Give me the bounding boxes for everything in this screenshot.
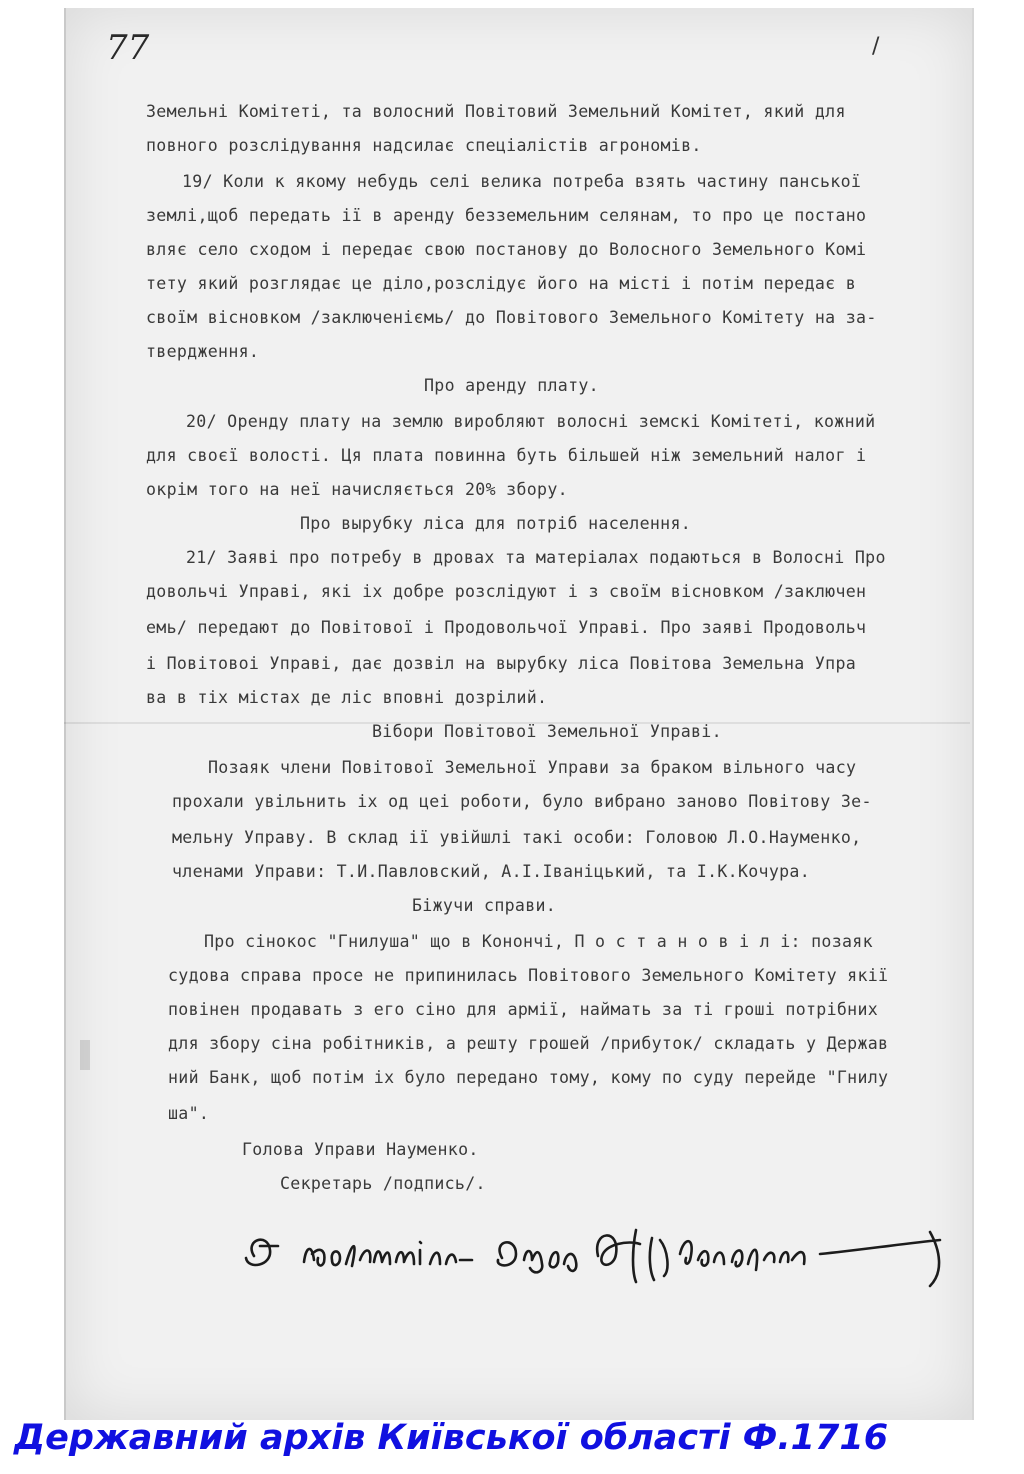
corner-mark: / — [872, 34, 880, 59]
text-line: прохали увільнить іх од цеі роботи, було вибрано заново Повітову Зе- — [172, 792, 872, 811]
chairman-line: Голова Управи Науменко. — [242, 1140, 479, 1159]
text-line: Про сінокос "Гнилуша" що в Конончі, П о с т а н о в і л і: позаяк — [204, 932, 873, 951]
text-line: окрім того на неї начисляється 20% збору. — [146, 480, 568, 499]
text-line: членами Управи: Т.И.Павловский, А.І.Іваніцький, та І.К.Кочура. — [172, 862, 810, 881]
section-heading: Про вырубку ліса для потріб населення. — [300, 514, 692, 533]
text-line: ний Банк, щоб потім іх було передано тому, кому по суду перейде "Гнилу — [168, 1068, 889, 1087]
text-line: Земельні Комітеті, та волосний Повітовий Земельний Комітет, який для — [146, 102, 846, 121]
text-line: судова справа просе не припинилась Повітового Земельного Комітету якії — [168, 966, 889, 985]
text-line: для збору сіна робітників, а решту грошей /прибуток/ складать у Держав — [168, 1034, 889, 1053]
text-line: повінен продавать з его сіно для армії, наймать за ті гроші потрібних — [168, 1000, 879, 1019]
text-line: і Повітовоі Управі, дає дозвіл на вырубку ліса Повітова Земельна Упра — [146, 654, 857, 673]
text-line: довольчі Управі, які іх добре розслідуют і з своїм вісновком /заключен — [146, 582, 867, 601]
text-line: тету який розглядає це діло,розслідує його на місті і потім передає в — [146, 274, 857, 293]
folio-number: 77 — [106, 28, 150, 68]
section-heading: Вібори Повітової Земельної Управі. — [372, 722, 722, 741]
text-line: 19/ Коли к якому небудь селі велика потреба взять частину панської — [182, 172, 862, 191]
text-line: емь/ передают до Повітової і Продовольчої Управі. Про заяві Продовольч — [146, 618, 867, 637]
text-line: для своєї волості. Ця плата повинна буть більшей ніж земельний налог і — [146, 446, 867, 465]
section-heading: Біжучи справи. — [412, 896, 557, 915]
secretary-line: Секретарь /подпись/. — [280, 1174, 486, 1193]
handwritten-signature — [240, 1210, 960, 1300]
text-line: 21/ Заяві про потребу в дровах та матеріалах подаються в Волосні Про — [186, 548, 886, 567]
text-line: вляє село сходом і передає свою постанову до Волосного Земельного Комі — [146, 240, 867, 259]
text-line: повного розслідування надсилає спеціалістів агрономів. — [146, 136, 702, 155]
text-line: ша". — [168, 1104, 210, 1123]
text-line: ва в тіх містах де ліс вповні дозрілий. — [146, 688, 548, 707]
section-heading: Про аренду плату. — [424, 376, 599, 395]
text-line: твердження. — [146, 342, 260, 361]
text-line: землі,щоб передать ії в аренду безземельним селянам, то про це постано — [146, 206, 867, 225]
text-line: Позаяк члени Повітової Земельної Управи за браком вільного часу — [208, 758, 857, 777]
paper-tear — [80, 1040, 90, 1070]
text-line: своїм вісновком /заключеніємь/ до Повітового Земельного Комітету на за- — [146, 308, 877, 327]
text-line: мельну Управу. В склад ії увійшлі такі особи: Головою Л.О.Науменко, — [172, 828, 862, 847]
archive-watermark: Державний архів Київської області Ф.1716 — [14, 1418, 889, 1458]
text-line: 20/ Оренду плату на землю виробляют волосні земскі Комітеті, кожний — [186, 412, 876, 431]
